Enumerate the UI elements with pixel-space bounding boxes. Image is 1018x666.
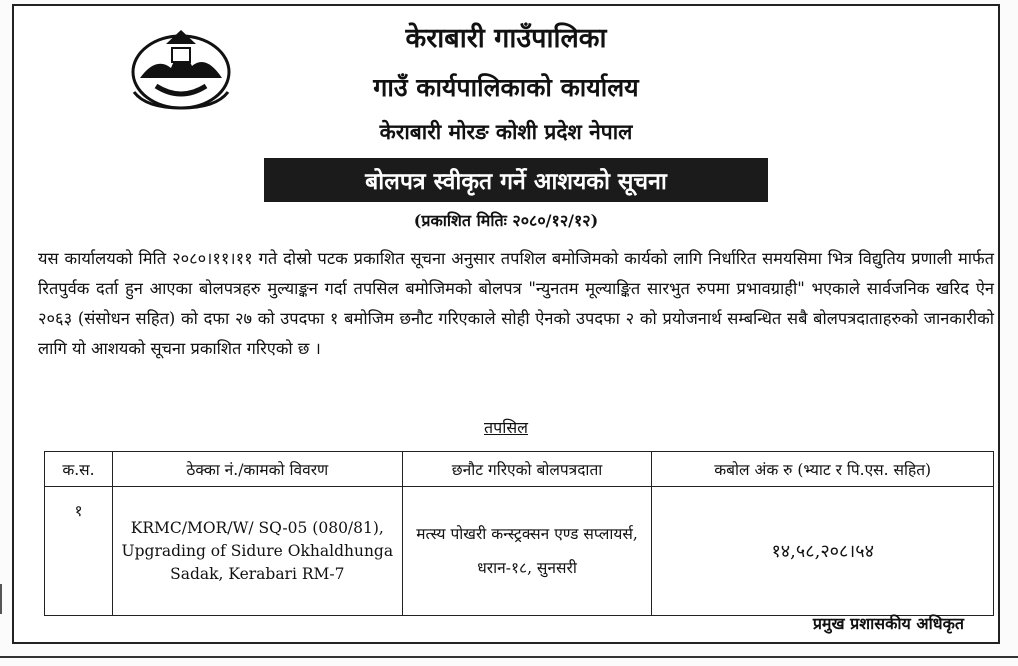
header-amount: कबोल अंक रु (भ्याट र पि.एस. सहित) <box>652 452 994 487</box>
cell-sn: १ <box>45 487 113 616</box>
annex-table <box>44 451 994 616</box>
header-sn: क.स. <box>45 452 113 487</box>
office-address: केराबारी मोरङ कोशी प्रदेश नेपाल <box>379 119 633 144</box>
notice-frame <box>12 4 1000 644</box>
office-name: गाउँ कार्यपालिकाको कार्यालय <box>373 73 639 102</box>
cell-bidder: मत्स्य पोखरी कन्स्ट्रक्सन एण्ड सप्लायर्स, धरान-१८, सुनसरी <box>402 487 652 616</box>
municipality-name: केराबारी गाउँपालिका <box>405 23 607 54</box>
table-row <box>45 487 994 616</box>
cell-work: KRMC/MOR/W/ SQ-05 (080/81), Upgrading of Sidure Okhaldhunga Sadak, Kerabari RM-7 <box>112 487 402 616</box>
header-bidder: छनौट गरिएको बोलपत्रदाता <box>402 452 652 487</box>
table-header-row <box>45 452 994 487</box>
bottom-divider <box>0 656 1018 658</box>
notice-body: यस कार्यालयको मिति २०८०।११।११ गते दोस्रो पटक प्रकाशित सूचना अनुसार तपशिल बमोजिमको कार्यको लागि निर्धारित समयसिमा भित्र विद्युतिय प्रणाली मार्फत रितपुर्वक दर्ता हुन आएका बोलपत्रहरु मुल्याङ्कन गर्दा तपसिल बमोजिमको बोलपत्र "न्युनतम मूल्याङ्कित सारभुत रुपमा प्रभावग्राही" भएकाले सार्वजनिक खरिद ऐन २०६३ (संसोधन सहित) को दफा २७ को उपदफा १ बमोजिम छनौट गरिएकाले सोही ऐनको उपदफा २ को प्रयोजनार्थ सम्बन्धित सबै बोलपत्रदाताहरुको जानकारीको लागि यो आशयको सूचना प्रकाशित गरिएको छ । <box>38 249 994 358</box>
notice-title: बोलपत्र स्वीकृत गर्ने आशयको सूचना <box>264 158 768 202</box>
cell-amount: १४,५८,२०८।५४ <box>652 487 994 616</box>
left-edge-mark <box>0 584 2 614</box>
published-date: (प्रकाशित मितिः २०८०/१२/१२) <box>413 211 599 230</box>
annex-title: तपसिल <box>483 418 529 437</box>
header-work: ठेक्का नं./कामको विवरण <box>112 452 402 487</box>
signatory-title: प्रमुख प्रशासकीय अधिकृत <box>812 614 964 633</box>
